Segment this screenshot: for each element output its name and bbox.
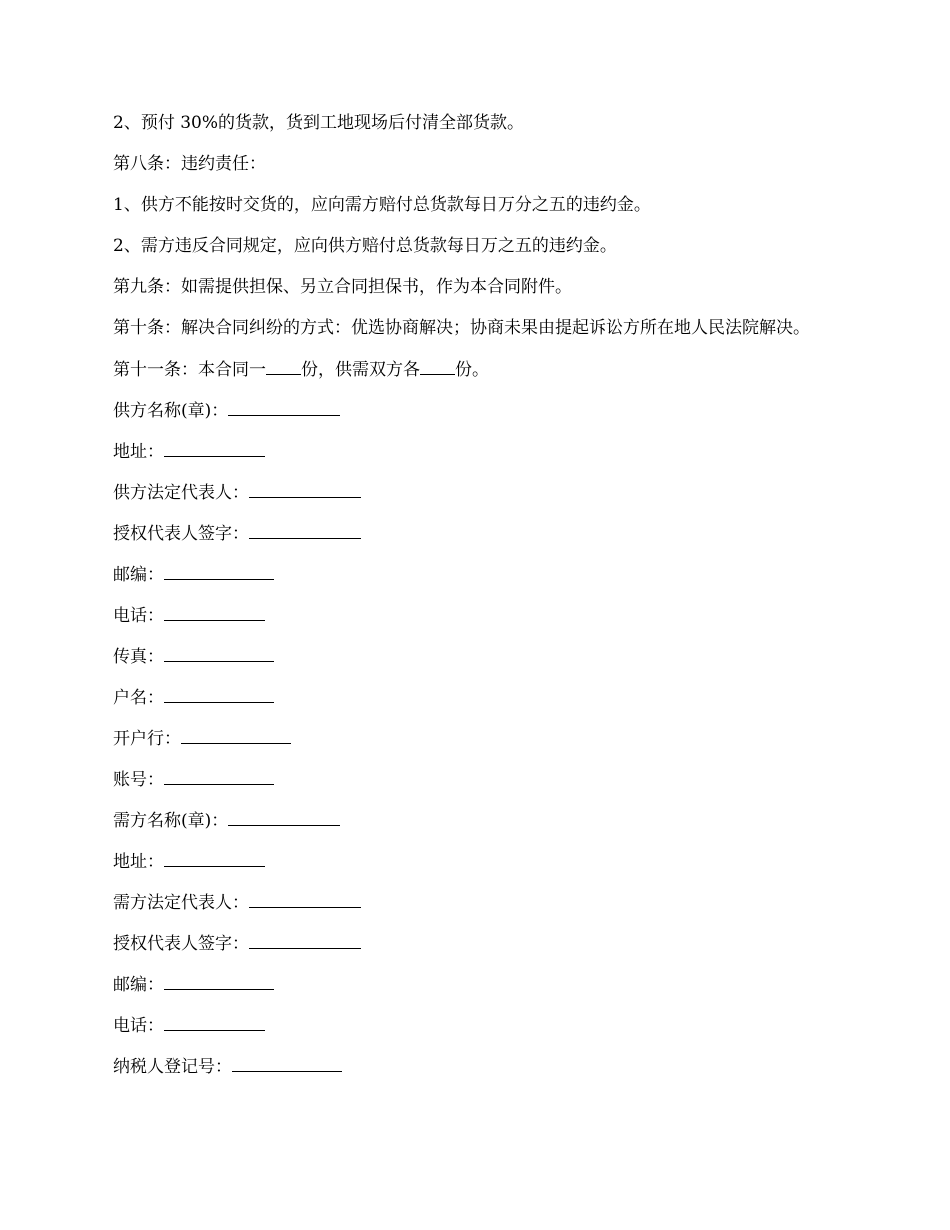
buyer-address-field	[113, 851, 840, 871]
supplier-account-no-blank[interactable]	[164, 769, 274, 785]
supplier-legal-rep-field	[113, 482, 840, 502]
buyer-legal-rep-blank[interactable]	[249, 892, 361, 908]
article-9: 第九条：如需提供担保、另立合同担保书，作为本合同附件。	[113, 277, 572, 297]
supplier-postcode-field	[113, 564, 840, 584]
each-party-copies-blank[interactable]	[420, 359, 455, 375]
supplier-phone-field	[113, 605, 840, 625]
buyer-name-field	[113, 810, 840, 830]
supplier-name-blank[interactable]	[228, 400, 340, 416]
buyer-authorized-sign-blank[interactable]	[249, 933, 361, 949]
supplier-address-label: 地址：	[113, 442, 164, 462]
article-11-prefix: 第十一条：本合同一	[113, 360, 266, 380]
breach-clause-1: 1、供方不能按时交货的，应向需方赔付总货款每日万分之五的违约金。	[113, 195, 651, 215]
supplier-legal-rep-label: 供方法定代表人：	[113, 483, 249, 503]
buyer-taxpayer-id-field	[113, 1056, 840, 1076]
buyer-postcode-label: 邮编：	[113, 975, 164, 995]
buyer-legal-rep-label: 需方法定代表人：	[113, 893, 249, 913]
buyer-legal-rep-field	[113, 892, 840, 912]
supplier-account-no-field	[113, 769, 840, 789]
buyer-name-label: 需方名称(章)：	[113, 811, 229, 831]
supplier-phone-label: 电话：	[113, 606, 164, 626]
supplier-account-name-label: 户名：	[113, 688, 164, 708]
article-11-suffix: 份。	[455, 360, 489, 380]
payment-clause-2: 2、预付 30%的货款，货到工地现场后付清全部货款。	[113, 113, 525, 133]
buyer-phone-blank[interactable]	[164, 1015, 265, 1031]
buyer-address-label: 地址：	[113, 852, 164, 872]
supplier-name-field	[113, 400, 840, 420]
article-11	[113, 359, 840, 379]
supplier-authorized-sign-field	[113, 523, 840, 543]
article-11-middle: 份，供需双方各	[301, 360, 420, 380]
article-10: 第十条：解决合同纠纷的方式：优选协商解决；协商未果由提起诉讼方所在地人民法院解决。	[113, 318, 810, 338]
supplier-bank-label: 开户行：	[113, 729, 181, 749]
supplier-name-label: 供方名称(章)：	[113, 401, 229, 421]
buyer-taxpayer-id-label: 纳税人登记号：	[113, 1057, 232, 1077]
supplier-bank-blank[interactable]	[181, 728, 291, 744]
supplier-address-blank[interactable]	[164, 441, 265, 457]
supplier-phone-blank[interactable]	[164, 605, 265, 621]
buyer-name-blank[interactable]	[228, 810, 340, 826]
article-8-heading: 第八条：违约责任：	[113, 154, 266, 174]
supplier-account-no-label: 账号：	[113, 770, 164, 790]
supplier-bank-field	[113, 728, 840, 748]
buyer-phone-label: 电话：	[113, 1016, 164, 1036]
supplier-account-name-field	[113, 687, 840, 707]
supplier-legal-rep-blank[interactable]	[249, 482, 361, 498]
supplier-fax-field	[113, 646, 840, 666]
supplier-authorized-sign-blank[interactable]	[249, 523, 361, 539]
buyer-postcode-field	[113, 974, 840, 994]
supplier-authorized-sign-label: 授权代表人签字：	[113, 524, 249, 544]
total-copies-blank[interactable]	[266, 359, 301, 375]
supplier-postcode-label: 邮编：	[113, 565, 164, 585]
buyer-address-blank[interactable]	[164, 851, 265, 867]
buyer-phone-field	[113, 1015, 840, 1035]
supplier-postcode-blank[interactable]	[164, 564, 274, 580]
breach-clause-2: 2、需方违反合同规定，应向供方赔付总货款每日万之五的违约金。	[113, 236, 617, 256]
supplier-fax-label: 传真：	[113, 647, 164, 667]
supplier-account-name-blank[interactable]	[164, 687, 274, 703]
supplier-fax-blank[interactable]	[164, 646, 274, 662]
buyer-postcode-blank[interactable]	[164, 974, 274, 990]
contract-body	[113, 113, 840, 1097]
buyer-taxpayer-id-blank[interactable]	[232, 1056, 342, 1072]
supplier-address-field	[113, 441, 840, 461]
buyer-authorized-sign-label: 授权代表人签字：	[113, 934, 249, 954]
buyer-authorized-sign-field	[113, 933, 840, 953]
